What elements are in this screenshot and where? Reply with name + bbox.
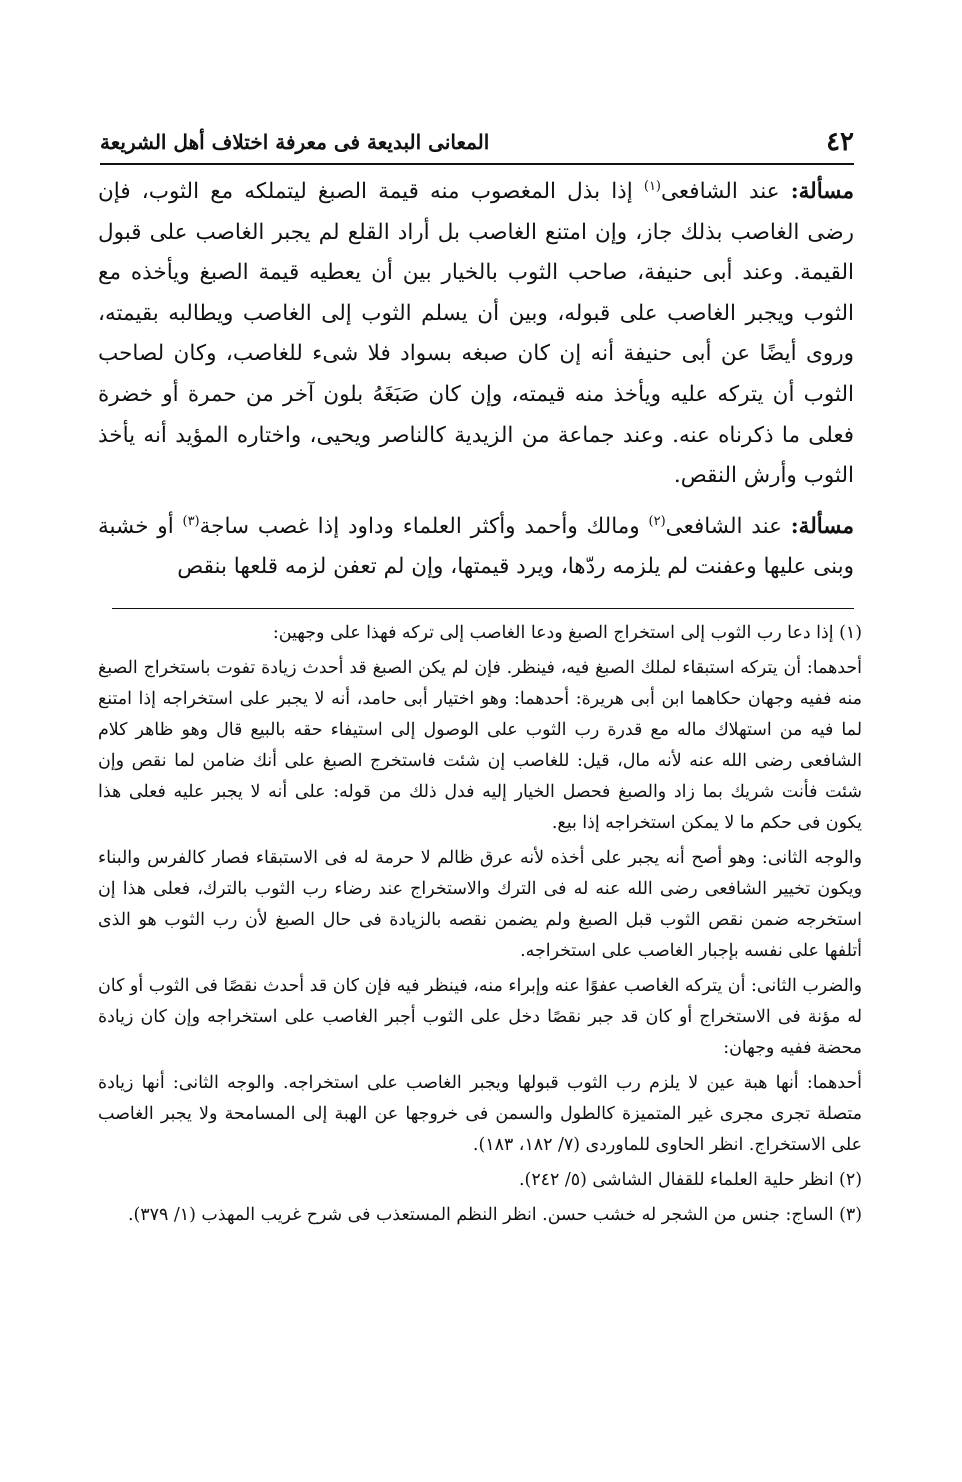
paragraph-text: أو خشبة وبنى عليها وعفنت لم يلزمه ردّها، ويرد قيمتها، وإن لم تعفن لزمه قلعها بنقص xyxy=(98,513,854,580)
page-header xyxy=(100,122,854,162)
paragraph-2 xyxy=(98,507,854,588)
main-text xyxy=(98,172,854,598)
footnote-ref: (٣) xyxy=(182,513,200,529)
footnote-1-second-kind: والضرب الثانى: أن يتركه الغاصب عفوًا عنه وإبراء منه، فينظر فيه فإن كان قد أحدث نقصًا فى الثوب أو كان له مؤنة فى الاستخراج أو كان قد جبر نقصًا دخل على الثوب أجبر الغاصب على استخراجه وإن كان زيادة محضة ففيه وجهان: xyxy=(98,976,862,1058)
running-title: المعانى البديعة فى معرفة اختلاف أهل الشريعة xyxy=(100,130,490,154)
footnote-1-first-case: أحدهما: أن يتركه استبقاء لملك الصبغ فيه، فينظر. فإن لم يكن الصبغ قد أحدث زيادة تفوت باستخراج الصبغ منه ففيه وجهان حكاهما ابن أبى هريرة: أحدهما: وهو اختيار أبى حامد، أنه لا يجبر على استخراجه إذا امتنع لما فيه من استهلاك ماله مع قدرة رب الثوب على الوصول إلى استيفاء حقه بالبيع قال وهو ظاهر كلام الشافعى رضى الله عنه لأنه مال، قيل: للغاصب إن شئت فاستخرج الصبغ على أنك ضامن لما نقص وإن شئت فأنت شريك بما زاد والصبغ فحصل الخيار إليه فدل ذلك من قوله: على أنه لا يجبر عليه فعلى هذا يكون فى حكم ما لا يمكن استخراجه إذا بيع. xyxy=(98,658,862,833)
footnote-rule xyxy=(112,608,854,609)
footnote-1-conclusion: أحدهما: أنها هبة عين لا يلزم رب الثوب قبولها ويجبر الغاصب على استخراجه. والوجه الثانى: أنها زيادة متصلة تجرى مجرى غير المتميزة كالطول والسمن فى خروجها عن الهبة إلى المسامحة ولا يجبر الغاصب على الاستخراج. انظر الحاوى للماوردى (٧/ ١٨٢، ١٨٣). xyxy=(98,1073,862,1155)
masala-term: مسألة: xyxy=(790,513,854,539)
paragraph-text: ومالك وأحمد وأكثر العلماء وداود إذا غصب ساجة xyxy=(199,513,649,539)
masala-term: مسألة: xyxy=(790,179,854,204)
paragraph-text: إذا بذل المغصوب منه قيمة الصبغ ليتملكه مع الثوب، فإن رضى الغاصب بذلك جاز، وإن امتنع الغاصب بل أراد القلع لم يجبر الغاصب على قبول القيمة. وعند أبى حنيفة، صاحب الثوب بالخيار بين أن يعطيه قيمة الصبغ ويأخذه مع الثوب ويجبر الغاصب على قبوله، وبين أن يسلم الثوب إلى الغاصب ويطالبه بقيمته، وروى أيضًا عن أبى حنيفة أنه إن كان صبغه بسواد فلا شىء للغاصب، وكان لصاحب الثوب أن يتركه عليه ويأخذ منه قيمته، وإن كان صَبَغَهُ بلون آخر من حمرة أو خضرة فعلى ما ذكرناه عنه. وعند جماعة من الزيدية كالناصر ويحيى، واختاره المؤيد أنه يأخذ الثوب وأرش النقص. xyxy=(98,179,854,489)
footnote-2: (٢) انظر حلية العلماء للقفال الشاشى (٥/ ٢٤٢). xyxy=(519,1170,862,1190)
footnote-1-intro: (١) إذا دعا رب الثوب إلى استخراج الصبغ ودعا الغاصب إلى تركه فهذا على وجهين: xyxy=(272,623,862,643)
footnotes xyxy=(98,618,862,1235)
footnote-3: (٣) الساج: جنس من الشجر له خشب حسن. انظر النظم المستعذب فى شرح غريب المهذب (١/ ٣٧٩). xyxy=(127,1205,862,1225)
footnote-ref: (١) xyxy=(643,178,661,194)
footnote-1-second-view: والوجه الثانى: وهو أصح أنه يجبر على أخذه لأنه عرق ظالم لا حرمة له فى الاستبقاء فصار كالفرس والبناء ويكون تخيير الشافعى رضى الله عنه له فى الترك والاستخراج عند رضاء رب الثوب بالترك، فعلى هذا إن استخرجه ضمن نقص الثوب قبل الصبغ ولم يضمن نقصه بالزيادة فى حال الصبغ لأن رب الثوب هو الذى أتلفها على نفسه بإجبار الغاصب على استخراجه. xyxy=(98,848,862,961)
header-rule xyxy=(100,163,854,165)
paragraph-text: عند الشافعى xyxy=(665,513,791,539)
page-number: ٤٢ xyxy=(826,127,854,157)
paragraph-text: عند الشافعى xyxy=(661,179,791,204)
footnote-ref: (٢) xyxy=(648,513,666,529)
paragraph-1 xyxy=(98,172,854,497)
